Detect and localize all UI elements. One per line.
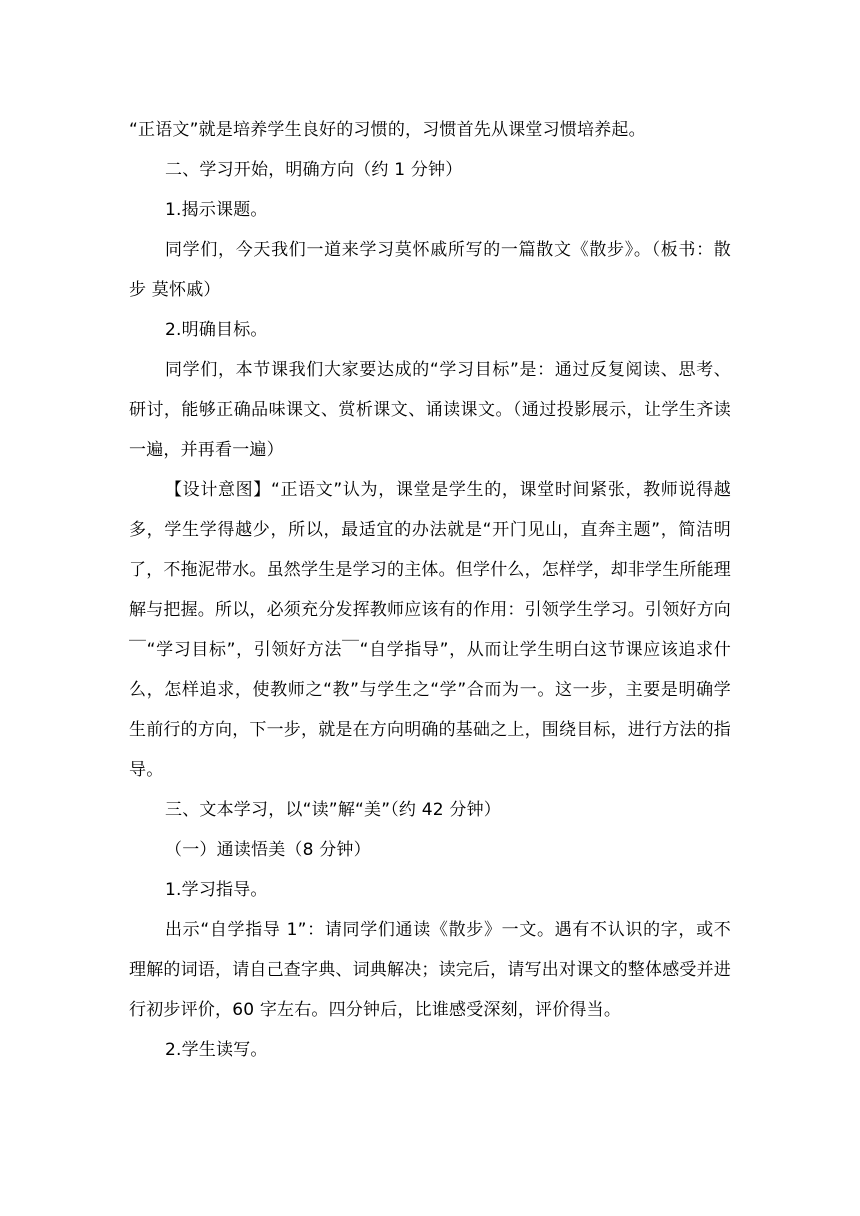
paragraph-self-study-guide: 出示“自学指导 1”：请同学们通读《散步》一文。遇有不认识的字，或不理解的词语，请自己查字典、词典解决；读完后，请写出对课文的整体感受并进行初步评价，60 字左右。四分钟后，比谁感受深刻，评价得当。 [129,920,731,1020]
paragraph-design-intent: 【设计意图】“正语文”认为，课堂是学生的，课堂时间紧张，教师说得越多，学生学得越少，所以，最适宜的办法就是“开门见山，直奔主题”，简洁明了，不拖泥带水。虽然学生是学习的主体。但学什么，怎样学，却非学生所能理解与把握。所以，必须充分发挥教师应该有的作用：引领学生学习。引领好方向￣“学习目标”，引领好方法￣“自学指导”，从而让学生明白这节课应该追求什么，怎样追求，使教师之“教”与学生之“学”合而为一。这一步，主要是明确学生前行的方向，下一步，就是在方向明确的基础之上，围绕目标，进行方法的指导。 [129,480,731,780]
paragraph-topic-intro: 同学们，今天我们一道来学习莫怀戚所写的一篇散文《散步》。（板书：散步 莫怀戚） [129,240,731,300]
section-heading-two: 二、学习开始，明确方向（约 1 分钟） [165,160,463,180]
document-page [129,110,731,1070]
paragraph-learning-goals: 同学们，本节课我们大家要达成的“学习目标”是：通过反复阅读、思考、研讨，能够正确品味课文、赏析课文、诵读课文。（通过投影展示，让学生齐读一遍，并再看一遍） [129,360,731,460]
subsection-heading-reading: （一）通读悟美（8 分钟） [165,840,371,860]
subheading-student-reading: 2.学生读写。 [165,1040,268,1060]
subheading-study-guide: 1.学习指导。 [165,880,268,900]
section-heading-three: 三、文本学习，以“读”解“美”（约 42 分钟） [165,800,501,820]
paragraph-opening: “正语文”就是培养学生良好的习惯的，习惯首先从课堂习惯培养起。 [129,120,646,140]
subheading-clarify-goals: 2.明确目标。 [165,320,268,340]
subheading-reveal-topic: 1.揭示课题。 [165,200,268,220]
